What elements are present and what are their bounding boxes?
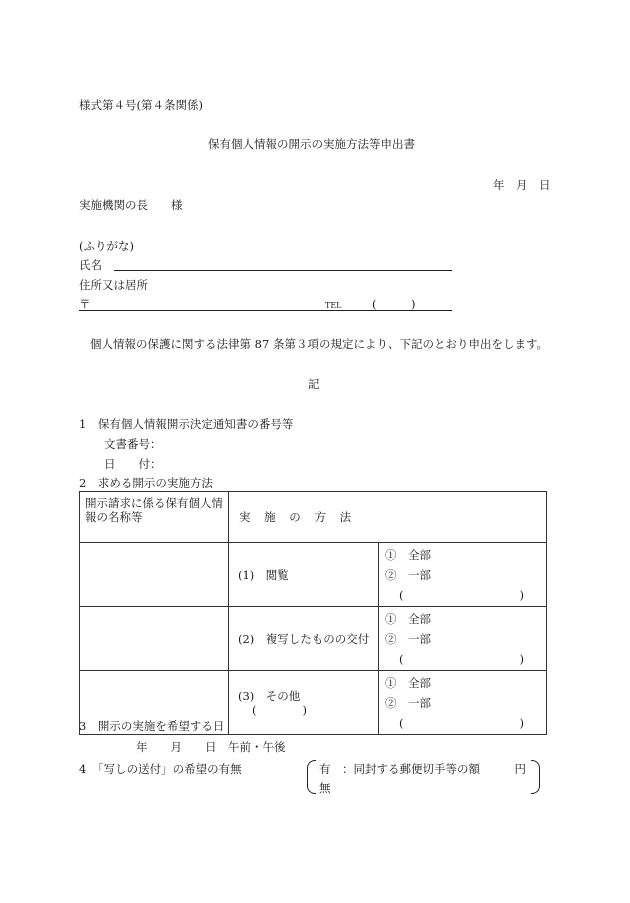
method-cell: [229, 607, 379, 671]
options-cell: [379, 671, 547, 735]
section-2-title: 2 求める開示の実施方法: [79, 476, 213, 490]
table-header-name: 開示請求に係る保有個人情報の名称等: [80, 492, 229, 543]
addressee: 実施機関の長 様: [79, 198, 183, 212]
form-label: 様式第４号(第４条関係): [79, 98, 203, 112]
option-all[interactable]: ① 全部: [385, 676, 431, 690]
tel-parens: ( ): [372, 297, 416, 311]
ki-heading: 記: [308, 377, 320, 391]
date-label: 日 付：: [104, 457, 162, 471]
option-all[interactable]: ① 全部: [385, 548, 431, 562]
name-field-line[interactable]: [114, 270, 452, 271]
table-row: [80, 543, 547, 607]
option-part[interactable]: ② 一部: [385, 632, 431, 646]
method-label: (1) 閲覧: [238, 567, 289, 582]
postal-mark: 〒: [79, 297, 91, 311]
table-row: [80, 607, 547, 671]
option-part[interactable]: ② 一部: [385, 696, 431, 710]
date-line: 年 月 日: [493, 178, 551, 192]
furigana-label: (ふりがな): [79, 239, 134, 253]
option-paren[interactable]: ( ): [399, 716, 524, 730]
method-table: [79, 491, 547, 735]
options-cell: [379, 607, 547, 671]
address-field-line[interactable]: [79, 310, 452, 311]
option-paren[interactable]: ( ): [399, 652, 524, 666]
tel-label: TEL: [325, 301, 342, 310]
option-all[interactable]: ① 全部: [385, 612, 431, 626]
option-no[interactable]: 無: [319, 781, 331, 795]
document-title: 保有個人情報の開示の実施方法等申出書: [208, 137, 415, 151]
option-part[interactable]: ② 一部: [385, 568, 431, 582]
info-name-cell[interactable]: [80, 543, 229, 607]
statement-text: 個人情報の保護に関する法律第 87 条第３項の規定により、下記のとおり申出をします。: [90, 337, 549, 351]
table-header-method: 実 施 の 方 法: [229, 492, 547, 543]
section-3-title: 3 開示の実施を希望する日: [79, 719, 225, 733]
other-paren[interactable]: ( ): [252, 702, 307, 717]
section-4-title: 4 「写しの送付」の希望の有無: [79, 762, 242, 776]
section-1-title: 1 保有個人情報開示決定通知書の番号等: [79, 417, 294, 431]
name-label: 氏名: [79, 258, 102, 272]
method-cell: [229, 543, 379, 607]
option-paren[interactable]: ( ): [399, 588, 524, 602]
options-cell: [379, 543, 547, 607]
option-yes[interactable]: 有 ：同封する郵便切手等の額 円: [319, 762, 526, 776]
info-name-cell[interactable]: [80, 607, 229, 671]
section-3-date[interactable]: 年 月 日 午前・午後: [136, 740, 286, 754]
left-brace: [307, 760, 316, 794]
method-label: (2) 複写したものの交付: [238, 631, 370, 646]
method-label: (3) その他: [238, 688, 301, 703]
right-brace: [531, 760, 540, 794]
method-cell: [229, 671, 379, 735]
address-label: 住所又は居所: [79, 278, 148, 292]
doc-number-label: 文書番号：: [104, 437, 162, 451]
